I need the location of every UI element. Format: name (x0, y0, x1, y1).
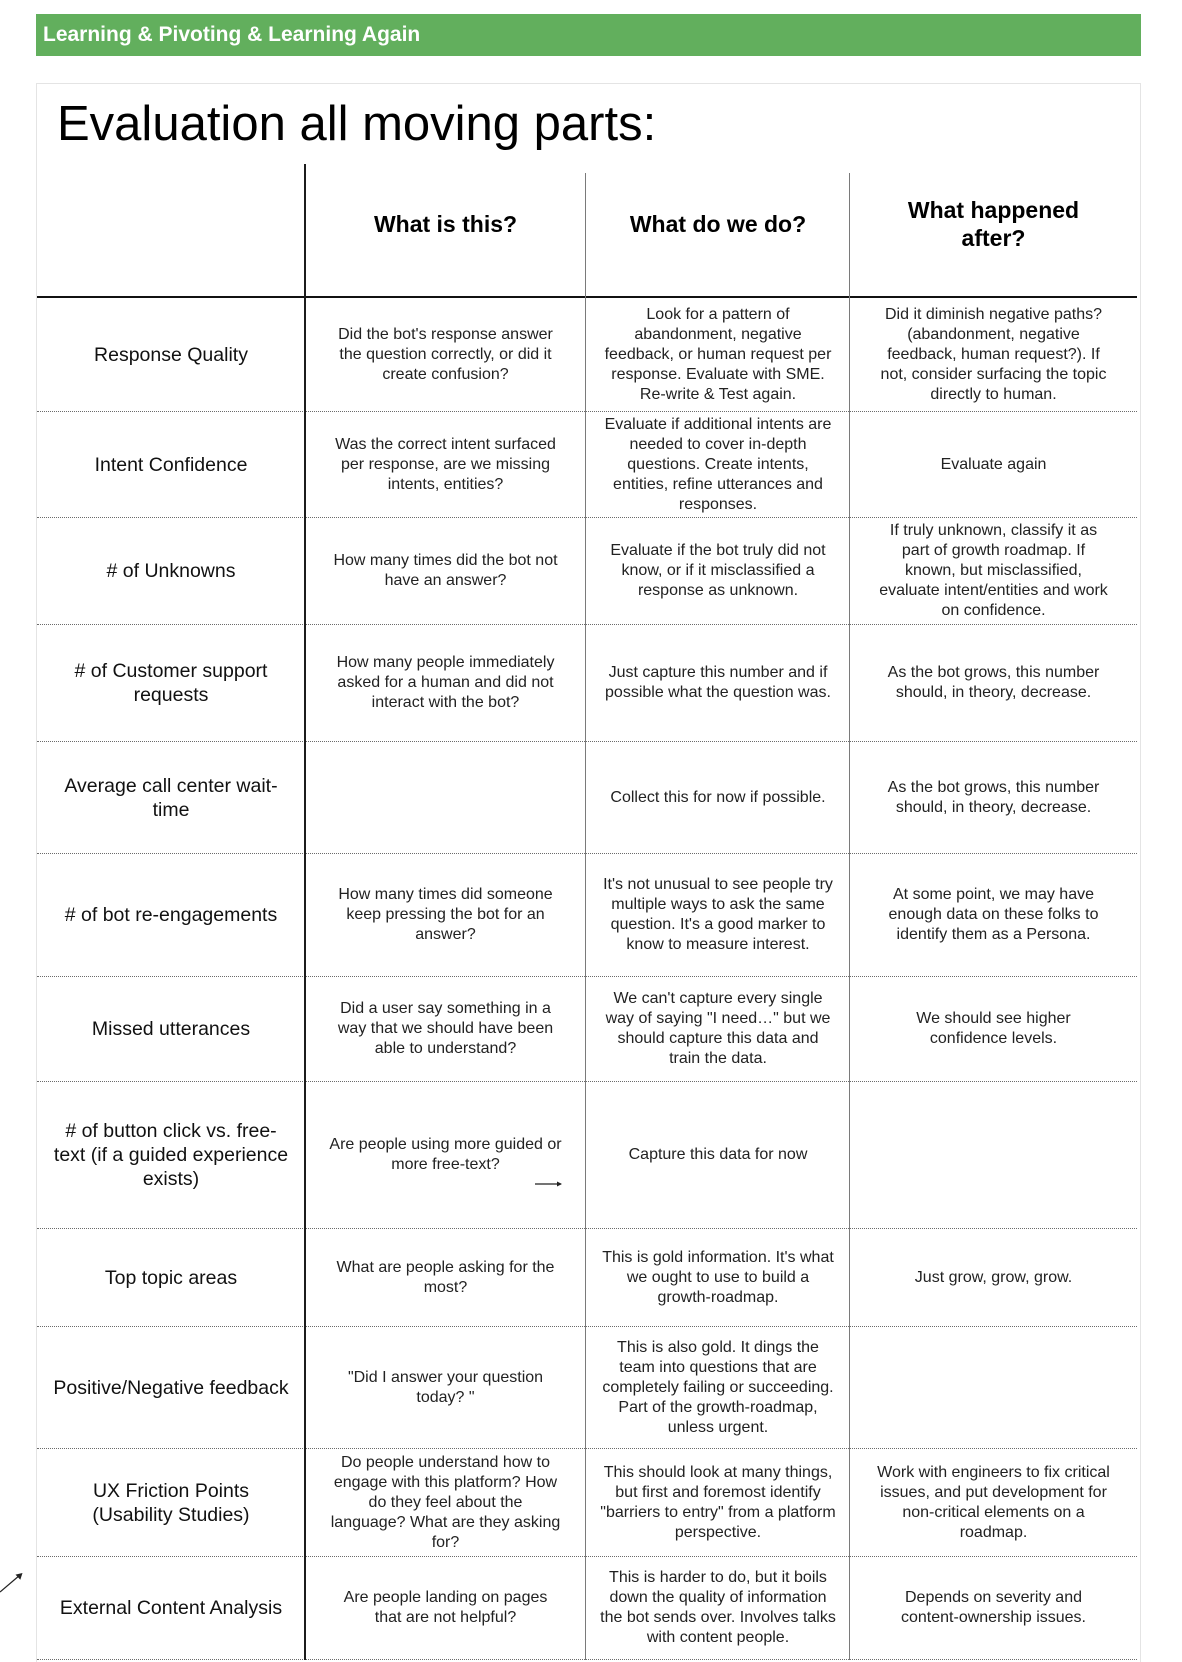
what-is-this-cell: What are people asking for the most? (336, 1258, 555, 1296)
metric-cell: # of button click vs. free-text (if a guided experience exists) (53, 1120, 289, 1190)
table-row-response-quality (37, 298, 1137, 412)
column-header-what-do-we-do: What do we do? (629, 211, 807, 237)
what-happened-after-cell-empty (850, 1327, 1137, 1448)
what-we-do-cell: Evaluate if additional intents are needed to cover in-depth questions. Create intents, entities, refine utterances and responses. (604, 415, 832, 513)
what-we-do-cell: This is harder to do, but it boils down the quality of information the bot sends over. Involves talks with content people. (600, 1569, 836, 1646)
what-is-this-cell: Did a user say something in a way that we should have been able to understand? (337, 1000, 554, 1057)
table-row-missed-utterances (37, 977, 1137, 1082)
table-row-call-center-wait-time (37, 742, 1137, 854)
what-happened-after-cell: Work with engineers to fix critical issues, and put development for non-critical elements on a roadmap. (877, 1463, 1110, 1541)
metric-cell: Average call center wait-time (64, 774, 278, 821)
page-title: Evaluation all moving parts: (57, 97, 657, 151)
column-header-what-is-this: What is this? (373, 211, 518, 237)
what-happened-after-cell: At some point, we may have enough data on these folks to identify them as a Persona. (888, 886, 1099, 943)
what-is-this-cell: Are people landing on pages that are not helpful? (343, 1589, 548, 1626)
what-happened-after-cell: Depends on severity and content-ownership issues. (901, 1589, 1086, 1626)
column-divider-2 (585, 173, 586, 1660)
right-arrow-icon (534, 1179, 564, 1189)
diagonal-arrow-icon (0, 1571, 24, 1593)
metric-cell: Intent Confidence (94, 453, 248, 476)
header-cell-empty (37, 164, 305, 296)
what-is-this-cell: Was the correct intent surfaced per response, are we missing intents, entities? (335, 435, 556, 493)
what-happened-after-cell-empty (850, 1082, 1137, 1228)
metric-cell: Response Quality (94, 343, 248, 366)
what-is-this-cell: How many people immediately asked for a human and did not interact with the bot? (336, 654, 555, 711)
evaluation-table (37, 164, 1137, 1660)
what-happened-after-cell: As the bot grows, this number should, in theory, decrease. (887, 664, 1100, 701)
what-we-do-cell: This is also gold. It dings the team into questions that are completely failing or succeeding. Part of the growth-roadmap, unless urgent. (602, 1338, 834, 1436)
what-we-do-cell: This should look at many things, but first and foremost identify "barriers to entry" from a platform perspective. (600, 1463, 836, 1541)
what-happened-after-cell: Did it diminish negative paths? (abandonment, negative feedback, human request?). If not, consider surfacing the topic directly to human. (880, 305, 1107, 403)
what-we-do-cell: Evaluate if the bot truly did not know, or if it misclassified a response as unknown. (610, 542, 826, 599)
what-is-this-cell-empty (305, 742, 586, 853)
what-happened-after-cell: If truly unknown, classify it as part of growth roadmap. If known, but misclassified, evaluate intent/entities and work on confidence. (879, 522, 1108, 619)
what-is-this-cell: Are people using more guided or more free-text? (329, 1136, 562, 1173)
table-row-customer-support-requests (37, 625, 1137, 742)
table-row-external-content-analysis (37, 1557, 1137, 1660)
table-header-row (37, 164, 1137, 298)
what-happened-after-cell: Just grow, grow, grow. (914, 1268, 1073, 1286)
metric-cell: # of Customer support requests (74, 660, 268, 706)
column-divider-1 (304, 164, 306, 1660)
what-we-do-cell: We can't capture every single way of saying "I need…" but we should capture this data and train the data. (605, 990, 831, 1067)
what-we-do-cell: This is gold information. It's what we ought to use to build a growth-roadmap. (602, 1248, 834, 1306)
metric-cell: Missed utterances (91, 1018, 251, 1040)
column-divider-3 (849, 173, 850, 1660)
table-row-ux-friction-points (37, 1449, 1137, 1557)
what-is-this-cell: "Did I answer your question today? " (347, 1368, 544, 1406)
what-we-do-cell: Look for a pattern of abandonment, negative feedback, or human request per response. Evaluate with SME. Re-write & Test again. (604, 305, 832, 403)
what-happened-after-cell: Evaluate again (940, 455, 1047, 473)
metric-cell: # of bot re-engagements (64, 904, 278, 926)
column-header-what-happened-after: What happened after? (907, 197, 1080, 251)
what-we-do-cell: Just capture this number and if possible what the question was. (605, 664, 831, 701)
metric-cell: Positive/Negative feedback (53, 1376, 289, 1399)
what-is-this-cell: Do people understand how to engage with this platform? How do they feel about the language? What are they asking for? (330, 1453, 561, 1551)
metric-cell: Top topic areas (104, 1266, 238, 1289)
table-row-intent-confidence (37, 412, 1137, 518)
table-row-positive-negative-feedback (37, 1327, 1137, 1449)
table-row-button-click-vs-free-text (37, 1082, 1137, 1229)
what-we-do-cell: It's not unusual to see people try multiple ways to ask the same question. It's a good marker to know to measure interest. (603, 876, 833, 953)
metric-cell: External Content Analysis (59, 1597, 283, 1619)
what-is-this-cell: How many times did someone keep pressing the bot for an answer? (338, 886, 553, 943)
metric-cell: # of Unknowns (106, 560, 236, 582)
what-is-this-cell: How many times did the bot not have an answer? (333, 552, 558, 589)
table-row-top-topic-areas (37, 1229, 1137, 1327)
what-happened-after-cell: As the bot grows, this number should, in theory, decrease. (887, 778, 1100, 816)
metric-cell: UX Friction Points (Usability Studies) (92, 1479, 250, 1526)
what-we-do-cell: Collect this for now if possible. (610, 788, 826, 806)
what-we-do-cell: Capture this data for now (628, 1146, 808, 1163)
section-header-bar (36, 14, 1141, 56)
table-row-unknowns (37, 518, 1137, 625)
section-header-title: Learning & Pivoting & Learning Again (43, 23, 421, 46)
table-row-bot-re-engagements (37, 854, 1137, 977)
what-happened-after-cell: We should see higher confidence levels. (916, 1010, 1071, 1047)
what-is-this-cell: Did the bot's response answer the question correctly, or did it create confusion? (338, 325, 553, 383)
